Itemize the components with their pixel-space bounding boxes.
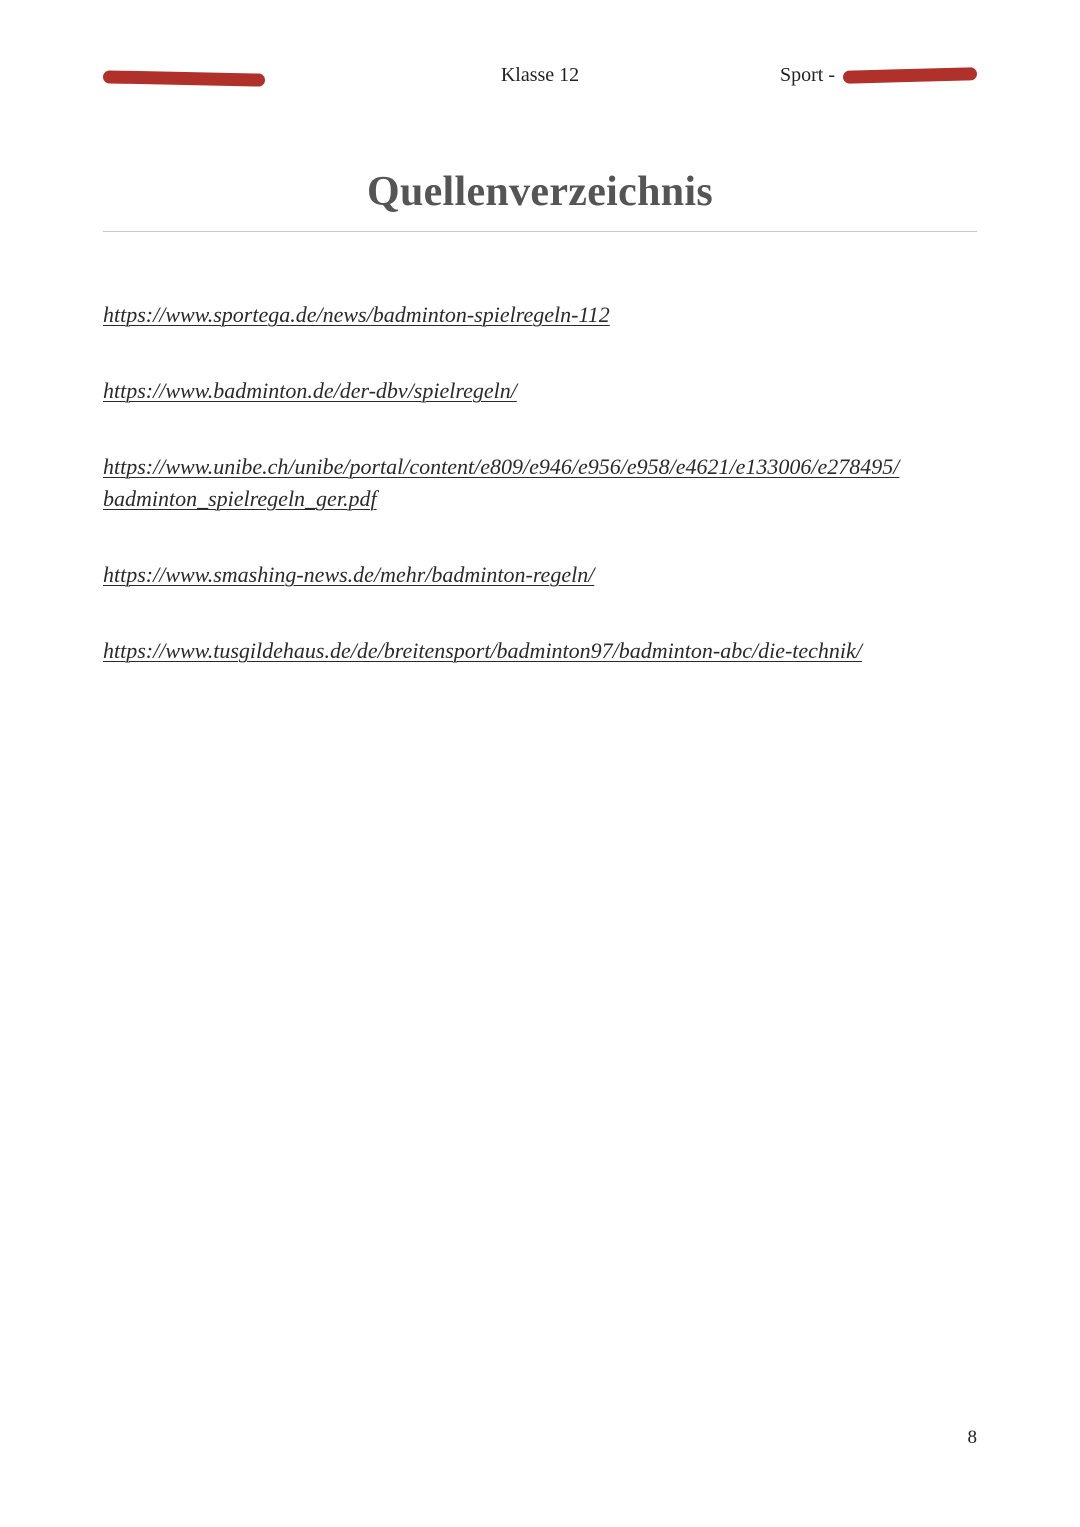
redaction-mark-right [843,67,977,84]
source-link-3[interactable] [103,454,899,511]
source-item [103,376,983,408]
source-link-3-line1: https://www.unibe.ch/unibe/portal/content/e809/e946/e956/e958/e4621/e133006/e278495/ [103,454,900,479]
page-header [103,62,977,96]
class-label: Klasse 12 [500,64,580,86]
subject-label: Sport - [780,64,835,86]
source-item [103,636,983,668]
source-item [103,452,983,516]
page-number: 8 [967,1427,977,1448]
source-link-4[interactable]: https://www.smashing-news.de/mehr/badminton-regeln/ [103,562,595,587]
source-link-3-line2: badminton_spielregeln_ger.pdf [103,486,377,511]
source-list [103,300,983,712]
subject-teacher [780,64,977,87]
source-link-2[interactable]: https://www.badminton.de/der-dbv/spielregeln/ [103,378,517,403]
page-title: Quellenverzeichnis [366,169,713,215]
source-link-1[interactable]: https://www.sportega.de/news/badminton-spielregeln-112 [103,302,610,327]
source-item [103,300,983,332]
source-link-5[interactable]: https://www.tusgildehaus.de/de/breitensport/badminton97/badminton-abc/die-technik/ [103,638,862,663]
title-divider [103,231,977,232]
source-item [103,560,983,592]
